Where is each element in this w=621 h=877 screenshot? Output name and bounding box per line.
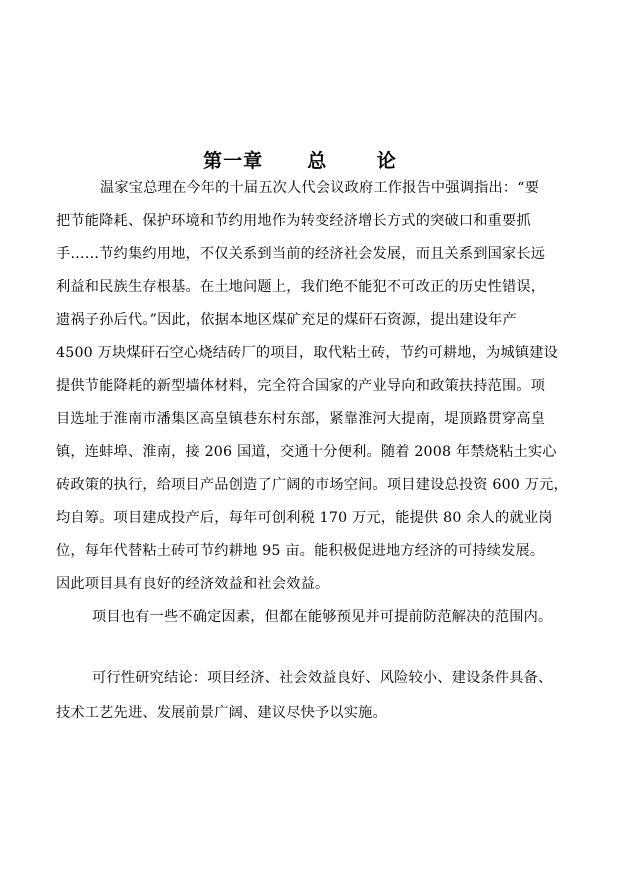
paragraph-line: 技术工艺先进、发展前景广阔、建议尽快予以实施。 (56, 705, 387, 721)
paragraph-line: 位，每年代替粘土砖可节约耕地 95 亩。能积极促进地方经济的可持续发展。 (56, 543, 545, 559)
chapter-number: 第一章 (203, 150, 264, 172)
paragraph-line: 可行性研究结论：项目经济、社会效益良好、风险较小、建设条件具备、 (92, 670, 553, 686)
paragraph-line: 项目也有一些不确定因素，但都在能够预见并可提前防范解决的范围内。 (92, 609, 553, 625)
chapter-name: 总 论 (307, 150, 418, 172)
paragraph-line: 目选址于淮南市潘集区高皇镇巷东村东部，紧靠淮河大提南，堤顶路贯穿高皇 (56, 411, 546, 427)
paragraph-line: 温家宝总理在今年的十届五次人代会议政府工作报告中强调指出：“要 (100, 180, 540, 196)
paragraph-line: 把节能降耗、保护环境和节约用地作为转变经济增长方式的突破口和重要抓 (56, 213, 531, 229)
paragraph-line: 利益和民族生存根基。在土地问题上，我们绝不能犯不可改正的历史性错误， (56, 279, 546, 295)
paragraph-line: 提供节能降耗的新型墙体材料，完全符合国家的产业导向和政策扶持范围。项 (56, 378, 546, 394)
chapter-title (0, 146, 621, 173)
paragraph-line: 手……节约集约用地，不仅关系到当前的经济社会发展，而且关系到国家长远 (56, 246, 546, 262)
paragraph-line: 因此项目具有良好的经济效益和社会效益。 (56, 576, 330, 592)
paragraph-line: 砖政策的执行，给项目产品创造了广阔的市场空间。项目建设总投资 600 万元， (56, 477, 568, 493)
paragraph-line: 镇，连蚌埠、淮南，接 206 国道，交通十分便利。随着 2008 年禁烧粘土实心 (56, 444, 557, 460)
paragraph-line: 均自筹。项目建成投产后，每年可创利税 170 万元，能提供 80 余人的就业岗 (56, 510, 553, 526)
paragraph-line: 遗祸子孙后代。”因此，依据本地区煤矿充足的煤矸石资源，提出建设年产 (56, 312, 517, 328)
paragraph-line: 4500 万块煤矸石空心烧结砖厂的项目，取代粘土砖，节约可耕地，为城镇建设 (56, 345, 559, 361)
